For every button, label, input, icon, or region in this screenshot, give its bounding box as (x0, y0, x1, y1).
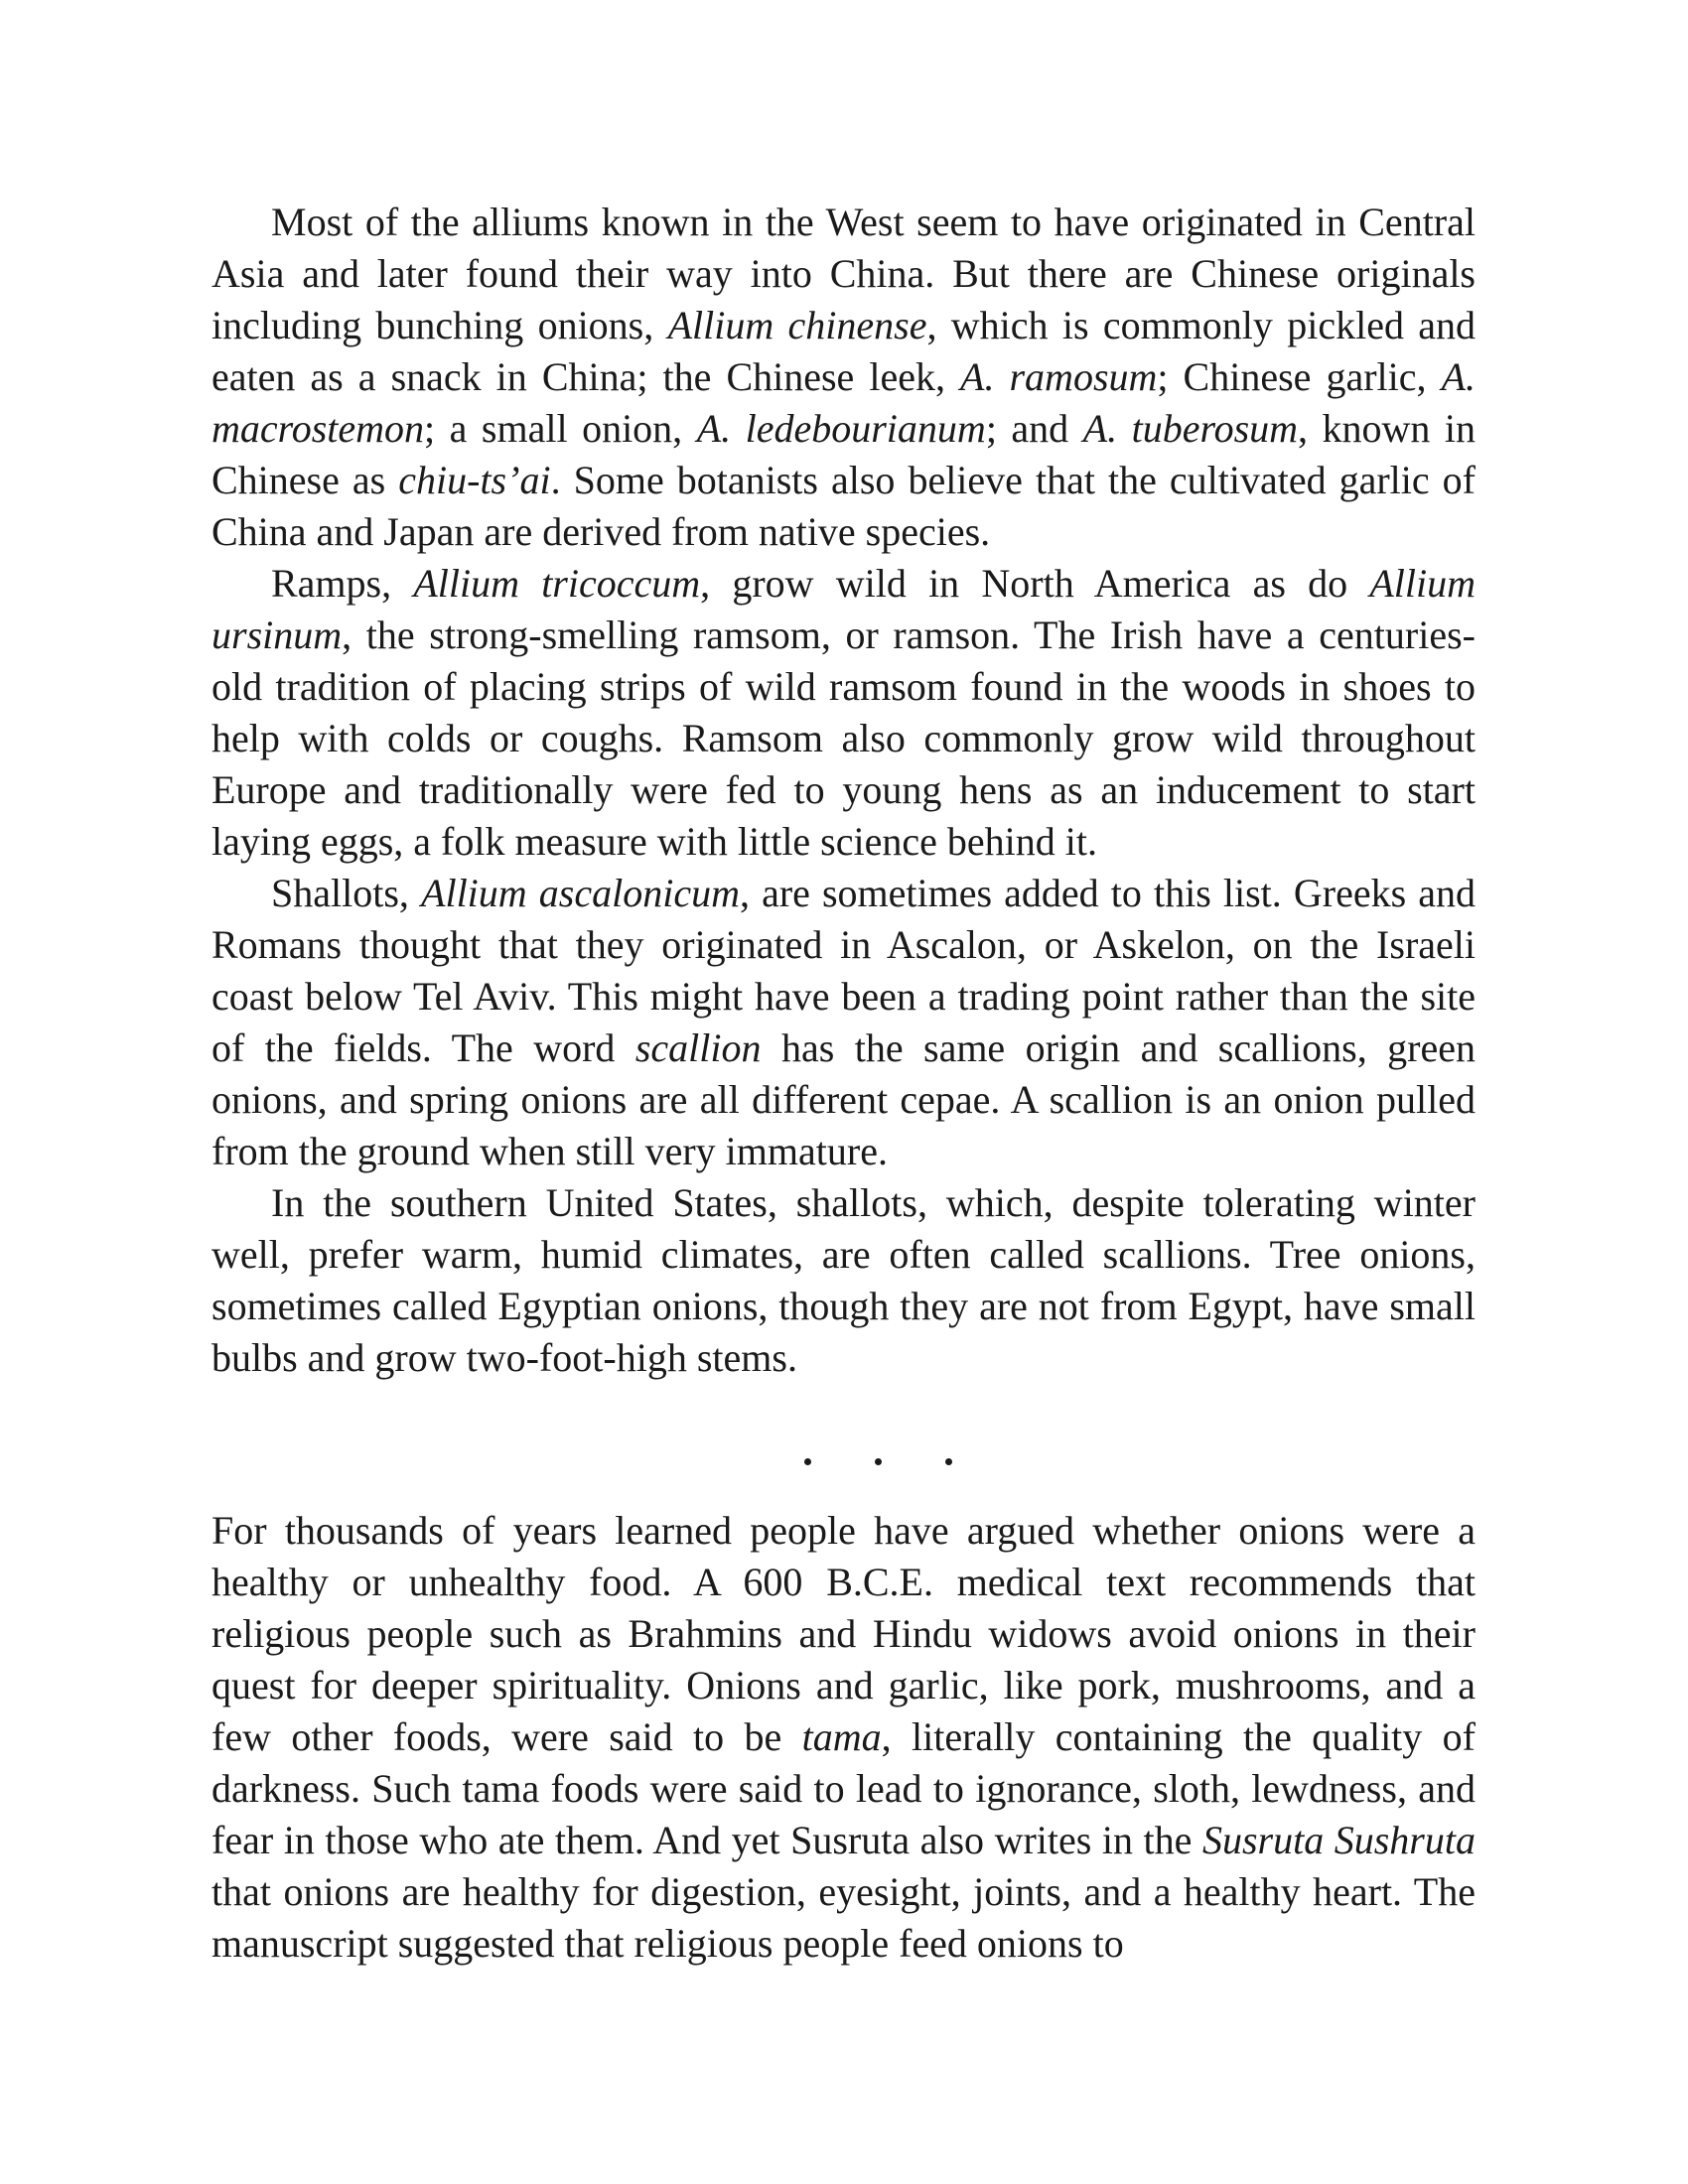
italic-text: A. macrostemon (211, 354, 1476, 451)
text-run: Most of the alliums known in the West seem to have originated in Central Asia and later found their way into China. But there are Chinese originals including bunching onions, (211, 200, 1476, 347)
paragraph (211, 868, 1476, 1177)
section-break-dot (804, 1458, 811, 1465)
text-run: . Some botanists also believe that the cultivated garlic of China and Japan are derived from native species. (211, 458, 1477, 554)
text-run: that onions are healthy for digestion, eyesight, joints, and a healthy heart. The manuscript suggested that religious people feed onions to (211, 1869, 1476, 1966)
paragraph (211, 558, 1476, 868)
text-run: , are sometimes added to this list. Greeks and Romans thought that they originated in Ascalon, or Askelon, on the Israeli coast below Tel Aviv. This might have been a trading point rather than the site of the fields. The word (211, 871, 1477, 1070)
text-run: For thousands of years learned people have argued whether onions were a healthy or unhealthy food. A 600 B.C.E. medical text recommends that religious people such as Brahmins and Hindu widows avoid onions in their quest for deeper spirituality. Onions and garlic, like pork, mushrooms, and a few other foods, were said to be (211, 1508, 1476, 1759)
paragraph (211, 1505, 1476, 1970)
text-run: , literally containing the quality of darkness. Such tama foods were said to lead to ignorance, sloth, lewdness, and fear in those who ate them. And yet Susruta also writes in the (211, 1714, 1476, 1862)
italic-text: Allium chinense (667, 303, 927, 347)
italic-text: scallion (634, 1025, 762, 1070)
text-run: Shallots, (271, 871, 422, 915)
italic-text: A. tuberosum (1082, 406, 1299, 451)
text-run: ; a small onion, (424, 406, 697, 451)
page-body (211, 197, 1476, 1970)
text-run: , which is commonly pickled and eaten as a snack in China; the Chinese leek, (211, 303, 1477, 399)
text-run: , the strong-smelling ramsom, or ramson. The Irish have a centuries-old tradition of placing strips of wild ramsom found in the woods in shoes to help with colds or coughs. Ramsom also commonly grow wild throughout Europe and traditionally were fed to young hens as an inducement to start laying eggs, a folk measure with little science behind it. (211, 613, 1476, 864)
text-run: ; Chinese garlic, (1157, 354, 1442, 399)
italic-text: A. ledebourianum (696, 406, 986, 451)
section-break (211, 1435, 1476, 1487)
italic-text: Susruta Sushruta (1201, 1818, 1476, 1862)
italic-text: Allium ascalonicum (421, 871, 740, 915)
text-run: has the same origin and scallions, green onions, and spring onions are all different cepae. A scallion is an onion pulled from the ground when still very immature. (211, 1025, 1476, 1173)
text-run: Ramps, (271, 561, 414, 606)
section-break-dot (875, 1458, 882, 1465)
text-run: ; and (985, 406, 1083, 451)
text-run: , grow wild in North America as do (700, 561, 1370, 606)
text-run: , known in Chinese as (211, 406, 1477, 502)
paragraphs-before-break (211, 197, 1476, 1384)
italic-text: tama (801, 1714, 882, 1759)
paragraph (211, 197, 1476, 558)
italic-text: Allium tricoccum (413, 561, 701, 606)
paragraphs-after-break (211, 1505, 1476, 1970)
italic-text: chiu-ts’ai (398, 458, 551, 502)
paragraph (211, 1177, 1476, 1384)
text-run: In the southern United States, shallots, which, despite tolerating winter well, prefer warm, humid climates, are often called scallions. Tree onions, sometimes called Egyptian onions, though they are not from Egypt, have small bulbs and grow two-foot-high stems. (211, 1180, 1476, 1380)
italic-text: Allium ursinum (211, 561, 1476, 657)
italic-text: A. ramosum (960, 354, 1158, 399)
section-break-dot (945, 1458, 952, 1465)
